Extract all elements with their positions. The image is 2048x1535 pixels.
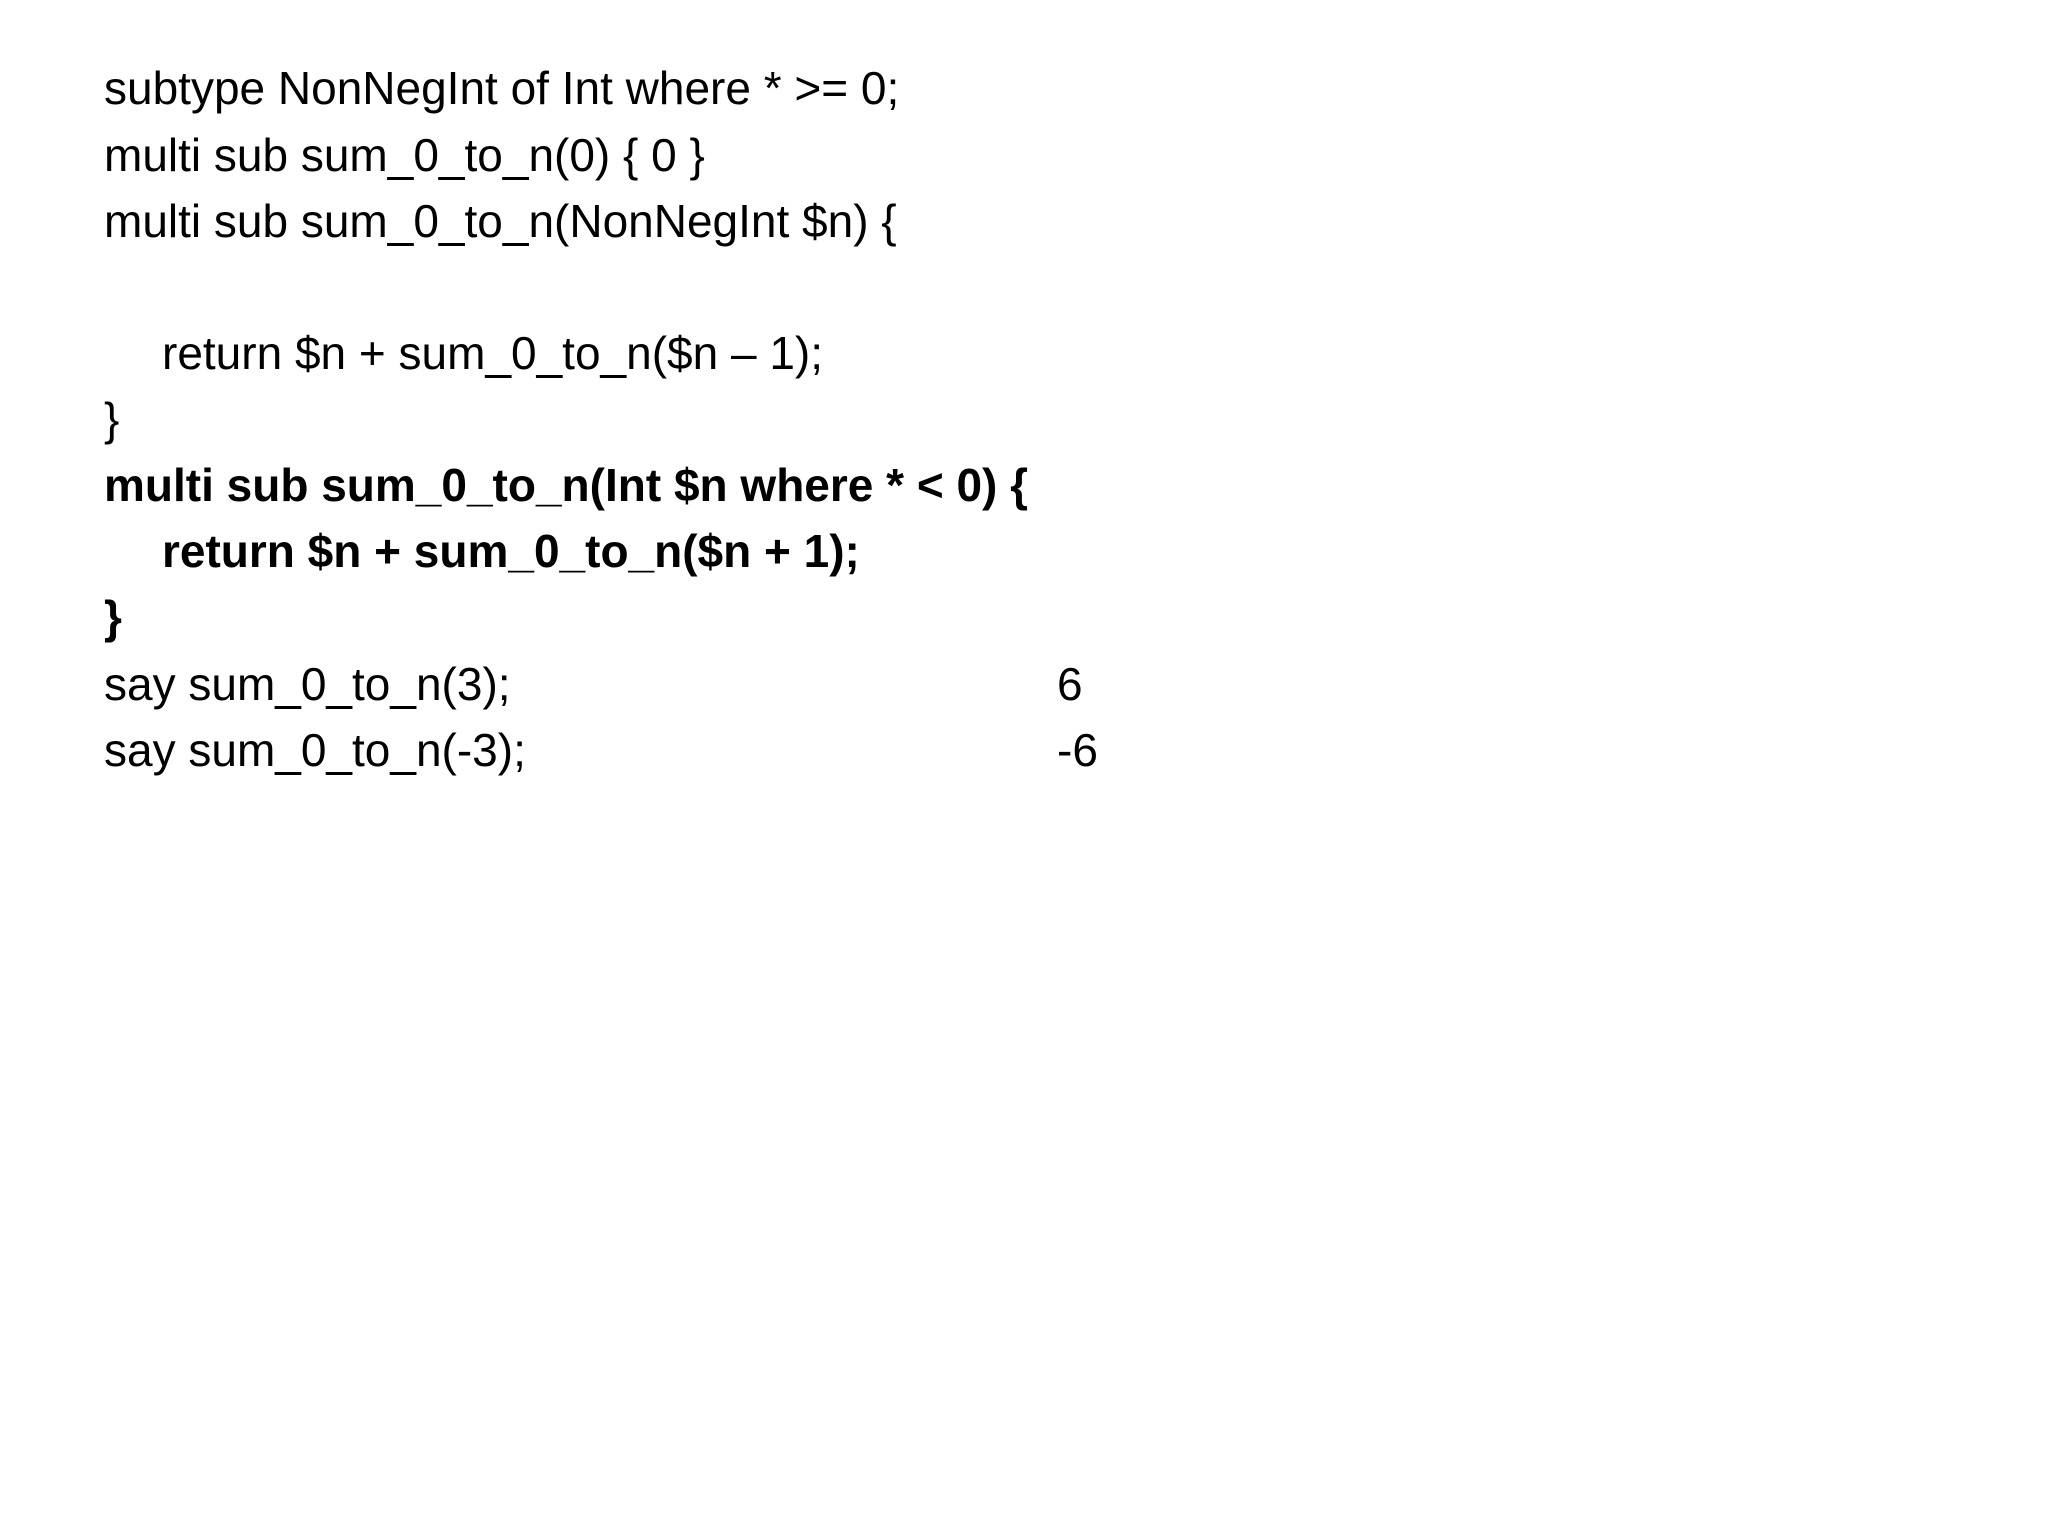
code-line-say-positive: say sum_0_to_n(3); — [104, 658, 511, 710]
code-line-multi-sub-nonneg: multi sub sum_0_to_n(NonNegInt $n) { — [104, 195, 897, 247]
code-line-multi-sub-zero: multi sub sum_0_to_n(0) { 0 } — [104, 129, 705, 181]
code-line-close-brace-bold: } — [104, 591, 122, 643]
result-positive: 6 — [1057, 658, 1083, 710]
code-line-return-plus: return $n + sum_0_to_n($n + 1); — [162, 525, 860, 577]
code-line-multi-sub-negative: multi sub sum_0_to_n(Int $n where * < 0) { — [104, 459, 1029, 511]
code-line-say-negative: say sum_0_to_n(-3); — [104, 724, 526, 776]
code-line-subtype: subtype NonNegInt of Int where * >= 0; — [104, 62, 900, 114]
code-line-return-minus: return $n + sum_0_to_n($n – 1); — [162, 327, 824, 379]
result-negative: -6 — [1057, 724, 1098, 776]
code-line-close-brace: } — [104, 393, 120, 445]
